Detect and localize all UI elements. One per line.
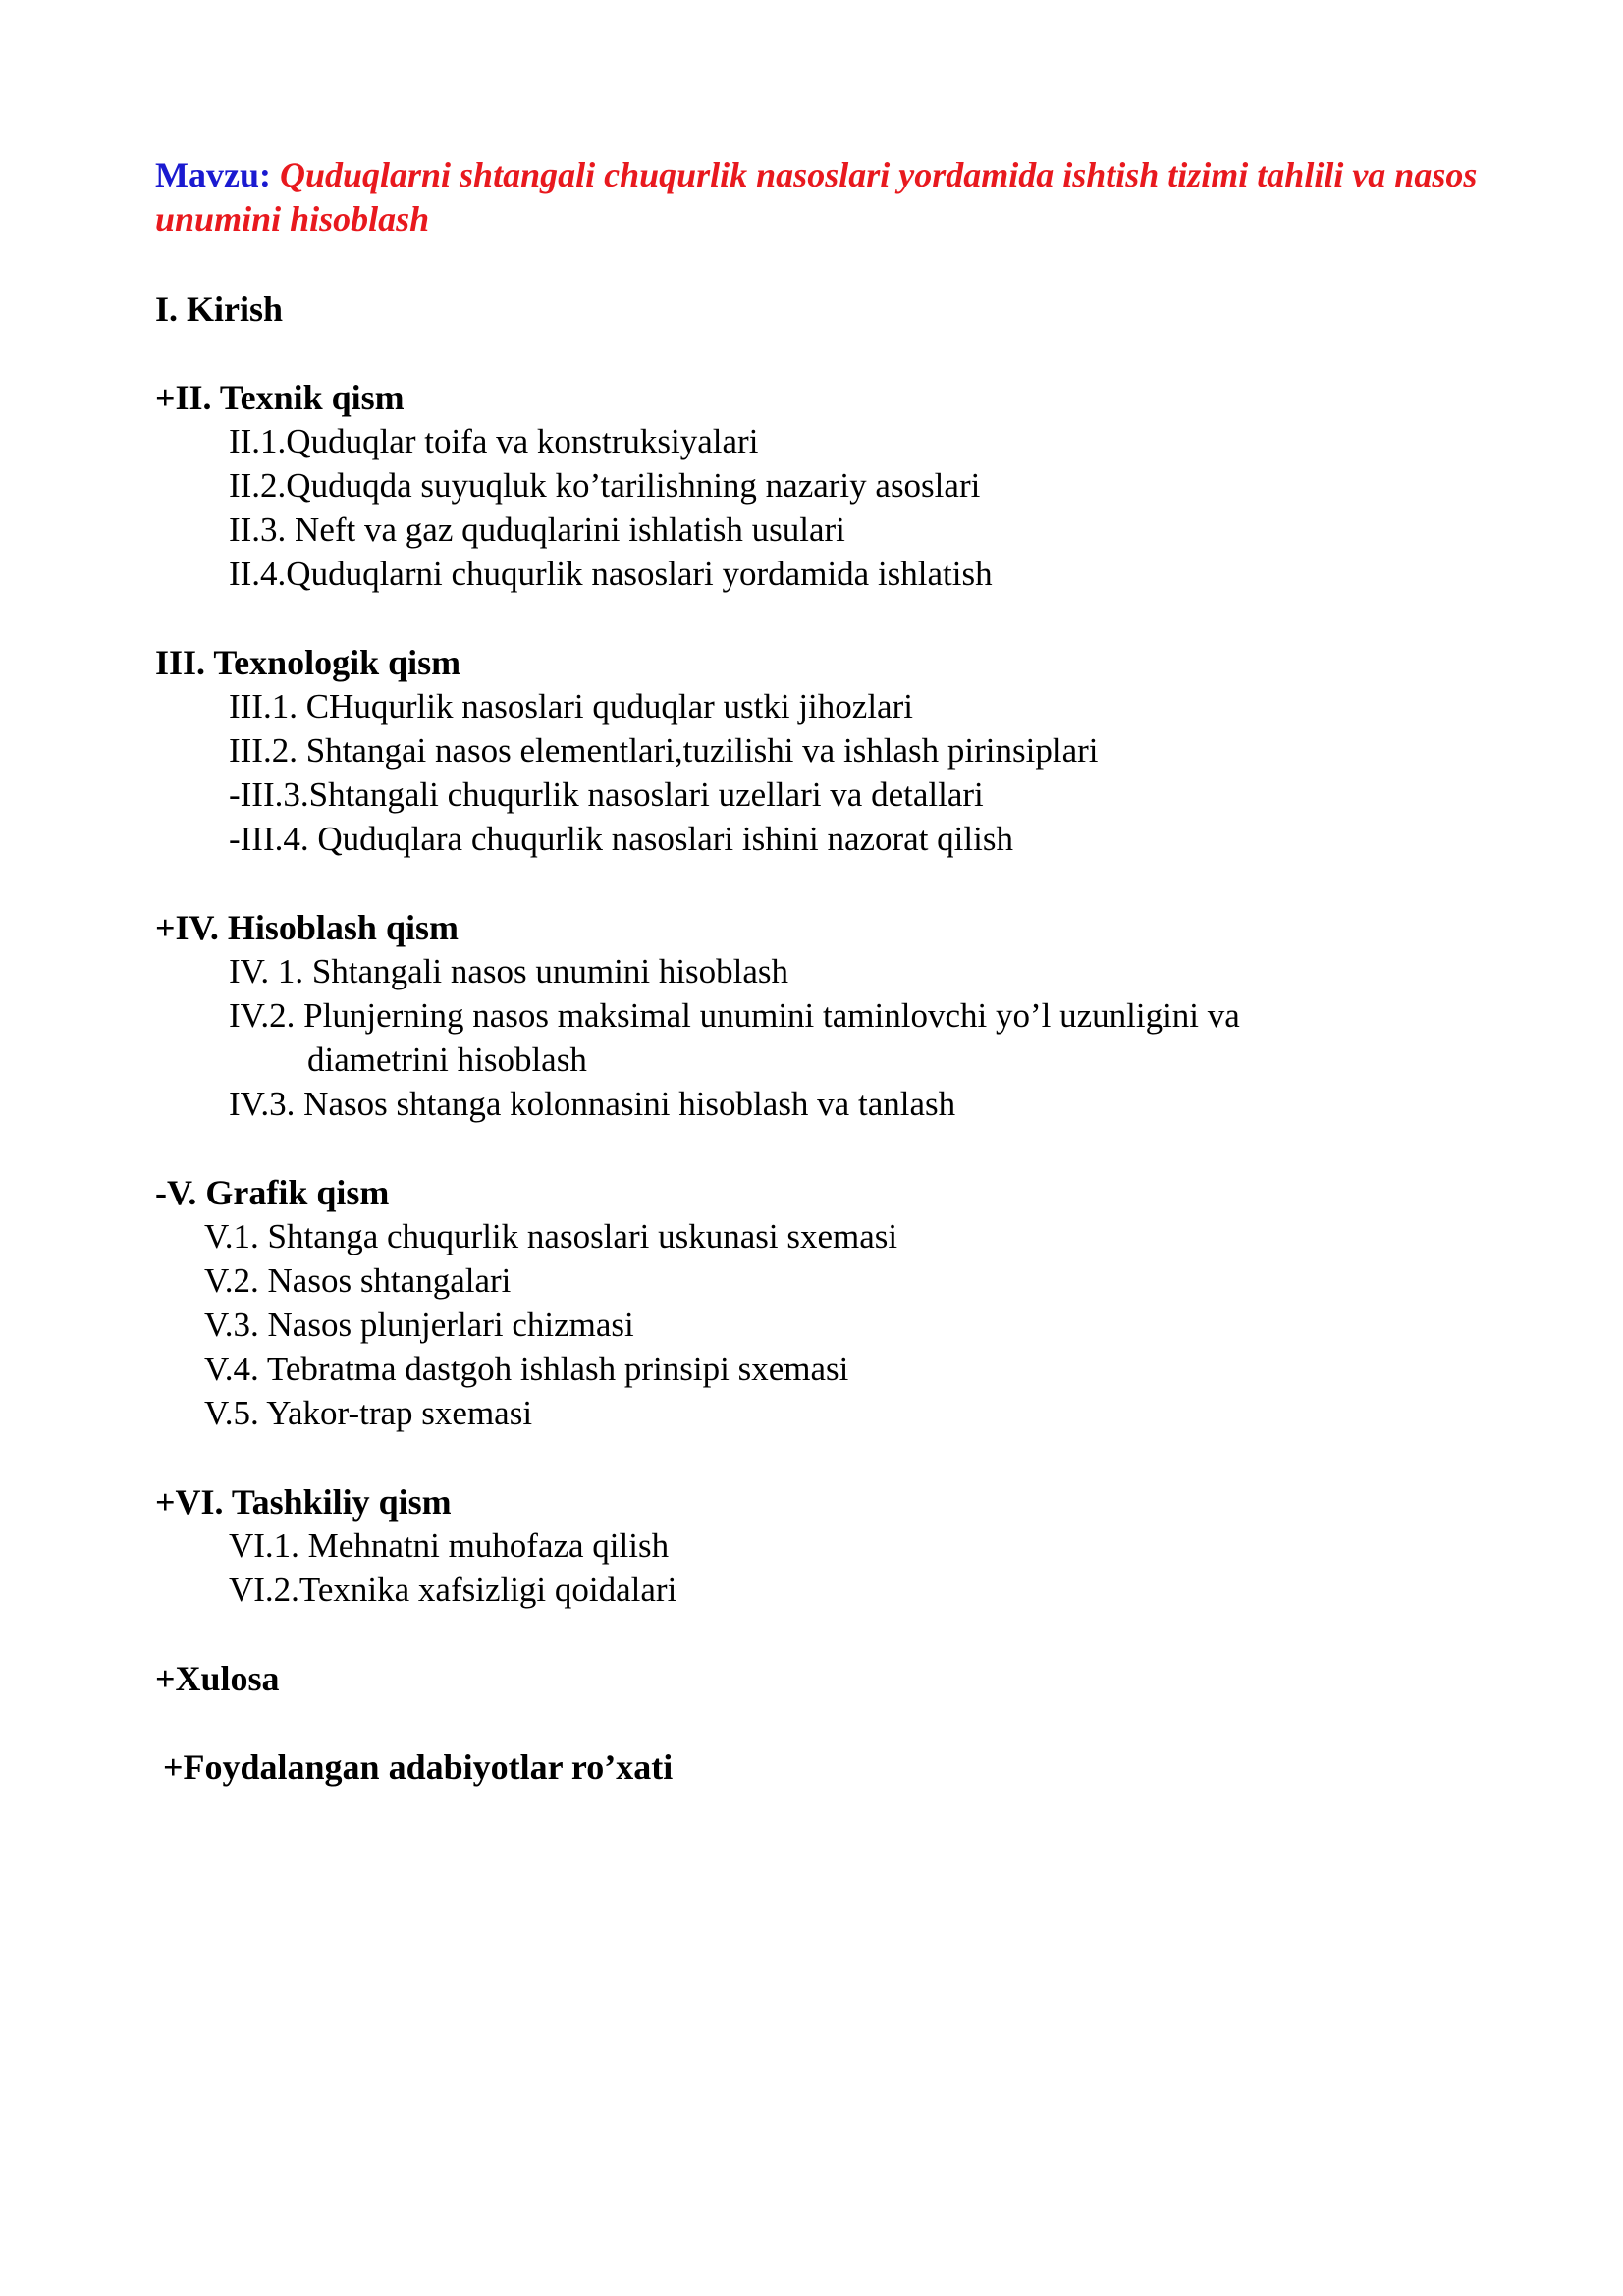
section-heading-technical: +II. Texnik qism bbox=[155, 378, 405, 417]
toc-item: IV.2. Plunjerning nasos maksimal unumini taminlovchi yo’l uzunligini va bbox=[229, 996, 1240, 1035]
toc-item: III.2. Shtangai nasos elementlari,tuzilishi va ishlash pirinsiplari bbox=[229, 731, 1099, 770]
title-label: Mavzu: bbox=[155, 155, 271, 194]
section-heading-introduction: I. Kirish bbox=[155, 290, 284, 329]
toc-item-continuation: diametrini hisoblash bbox=[307, 1041, 587, 1079]
document-title bbox=[155, 153, 1510, 241]
section-heading-references: +Foydalangan adabiyotlar ro’xati bbox=[163, 1747, 674, 1787]
toc-item: -III.4. Quduqlara chuqurlik nasoslari ishini nazorat qilish bbox=[229, 820, 1013, 858]
toc-item: IV.3. Nasos shtanga kolonnasini hisoblash va tanlash bbox=[229, 1085, 956, 1123]
section-heading-graphic: -V. Grafik qism bbox=[155, 1173, 390, 1212]
section-heading-organizational: +VI. Tashkiliy qism bbox=[155, 1482, 452, 1522]
toc-item: II.3. Neft va gaz quduqlarini ishlatish usulari bbox=[229, 510, 845, 549]
toc-item: IV. 1. Shtangali nasos unumini hisoblash bbox=[229, 952, 789, 990]
toc-item: II.1.Quduqlar toifa va konstruksiyalari bbox=[229, 422, 759, 460]
section-heading-technological: III. Texnologik qism bbox=[155, 643, 461, 682]
toc-item: II.4.Quduqlarni chuqurlik nasoslari yordamida ishlatish bbox=[229, 555, 993, 593]
toc-item: -III.3.Shtangali chuqurlik nasoslari uzellari va detallari bbox=[229, 775, 984, 814]
toc-item: III.1. CHuqurlik nasoslari quduqlar ustki jihozlari bbox=[229, 687, 913, 725]
toc-item: VI.1. Mehnatni muhofaza qilish bbox=[229, 1526, 670, 1565]
title-topic: Quduqlarni shtangali chuqurlik nasoslari yordamida ishtish tizimi tahlili va nasos unumini hisoblash bbox=[155, 155, 1478, 239]
section-heading-conclusion: +Xulosa bbox=[155, 1659, 280, 1698]
toc-item: V.1. Shtanga chuqurlik nasoslari uskunasi sxemasi bbox=[204, 1217, 898, 1255]
toc-item: VI.2.Texnika xafsizligi qoidalari bbox=[229, 1571, 677, 1609]
toc-item: V.3. Nasos plunjerlari chizmasi bbox=[204, 1306, 634, 1344]
toc-item: V.4. Tebratma dastgoh ishlash prinsipi sxemasi bbox=[204, 1350, 849, 1388]
toc-item: V.2. Nasos shtangalari bbox=[204, 1261, 512, 1300]
section-heading-calculation: +IV. Hisoblash qism bbox=[155, 908, 459, 947]
toc-item: V.5. Yakor-trap sxemasi bbox=[204, 1394, 533, 1432]
toc-item: II.2.Quduqda suyuqluk ko’tarilishning nazariy asoslari bbox=[229, 466, 981, 505]
